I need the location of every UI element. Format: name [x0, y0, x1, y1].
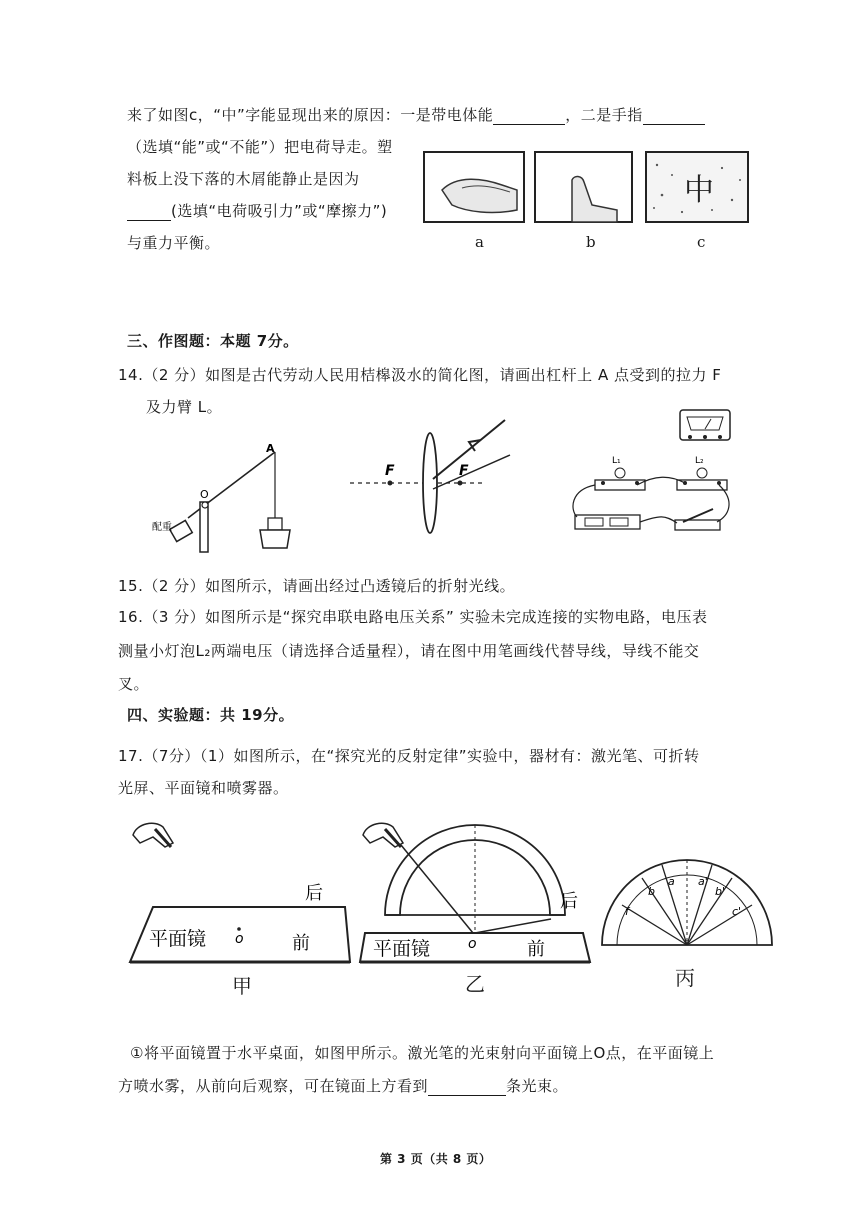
q13-figures [422, 150, 752, 230]
q13-line4-text: (选填“电荷吸引力”或“摩擦力”) [171, 202, 388, 220]
q16-line2: 测量小灯泡L₂两端电压（请选择合适量程），请在图中用笔画线代替导线，导线不能交 [118, 642, 700, 660]
fig-c-label: c [697, 233, 706, 251]
caption-bing: 丙 [675, 966, 695, 990]
lever-figure [150, 440, 310, 560]
q14-line1: 14.（2 分）如图是古代劳动人民用桔槔汲水的简化图，请画出杠杆上 A 点受到的拉力 F [118, 366, 722, 384]
q13-line5: 与重力平衡。 [127, 234, 221, 252]
L2-label: L₂ [695, 456, 704, 466]
answer-blank[interactable] [643, 110, 705, 125]
caption-jia: 甲 [232, 974, 252, 998]
focus-left-label: F [385, 463, 395, 479]
answer-blank[interactable] [127, 206, 171, 221]
counterweight-label: 配重 [152, 522, 172, 533]
focus-right-label: F [459, 463, 469, 479]
point-o-label: o [235, 931, 244, 947]
front-label: 前 [527, 939, 545, 960]
q13-line1 [127, 104, 705, 125]
section-3-heading: 三、作图题：本题 7分。 [127, 332, 299, 350]
q17-line2: 光屏、平面镜和喷雾器。 [118, 779, 289, 797]
fig-b-label: b [586, 233, 596, 251]
switch [675, 509, 720, 530]
voltmeter [680, 410, 730, 440]
back-label: 后 [560, 891, 578, 912]
laser-pen-hand [363, 823, 403, 847]
fig-c-char: 中 [684, 173, 714, 208]
lens-figure [345, 415, 525, 535]
q17-line1: 17.（7分）（1）如图所示，在“探究光的反射定律”实验中，器材有：激光笔、可折转 [118, 747, 700, 765]
q17-sub1-line2a: 方喷水雾，从前向后观察，可在镜面上方看到 [118, 1077, 429, 1095]
point-o-label: o [468, 936, 477, 952]
battery [575, 515, 640, 529]
circuit-figure [565, 405, 745, 540]
mirror-label: 平面镜 [373, 938, 431, 960]
ray-f-label: f [625, 905, 629, 918]
point-O-label: O [200, 488, 209, 501]
q14-line2: 及力臂 L。 [146, 398, 223, 416]
q13-line1-text: 来了如图c，“中”字能显现出来的原因：一是带电体能 [127, 106, 494, 124]
q16-line1: 16.（3 分）如图所示是“探究串联电路电压关系” 实验未完成连接的实物电路，电压表 [118, 608, 708, 626]
q17-sub1-line2 [118, 1075, 568, 1096]
caption-yi: 乙 [465, 972, 485, 996]
ray-a-label: a [668, 875, 675, 888]
front-label: 前 [292, 933, 310, 954]
ray-b-prime-label: b' [715, 885, 726, 898]
q17-sub1-line1: ①将平面镜置于水平桌面，如图甲所示。激光笔的光束射向平面镜上O点，在平面镜上 [130, 1044, 715, 1062]
fig-a-label: a [475, 233, 484, 251]
figure-c [646, 152, 748, 222]
figure-bing [592, 850, 782, 955]
q13-line2: （选填“能”或“不能”）把电荷导走。塑 [127, 138, 393, 156]
answer-blank[interactable] [428, 1081, 506, 1096]
figure-b [535, 152, 632, 222]
q17-sub1-line2b: 条光束。 [506, 1077, 569, 1095]
q16-line3: 叉。 [118, 675, 150, 693]
figure-a [424, 152, 524, 222]
laser-pen-hand [133, 823, 173, 847]
ray-b-label: b [648, 885, 655, 898]
q13-line1-mid: ，二是手指 [565, 106, 643, 124]
point-A-label: A [266, 442, 275, 455]
back-label: 后 [305, 883, 323, 904]
section-4-heading: 四、实验题：共 19分。 [127, 706, 295, 724]
ray-a-prime-label: a' [698, 875, 708, 888]
q13-line4 [127, 200, 387, 221]
q13-line3: 料板上没下落的木屑能静止是因为 [127, 170, 360, 188]
q15-text: 15.（2 分）如图所示，请画出经过凸透镜后的折射光线。 [118, 577, 516, 595]
page-footer: 第 3 页（共 8 页） [380, 1152, 492, 1166]
mirror-label: 平面镜 [149, 928, 207, 950]
ray-c-prime-label: c' [732, 905, 742, 918]
L1-label: L₁ [612, 456, 621, 466]
figure-jia [125, 815, 355, 995]
answer-blank[interactable] [493, 110, 565, 125]
